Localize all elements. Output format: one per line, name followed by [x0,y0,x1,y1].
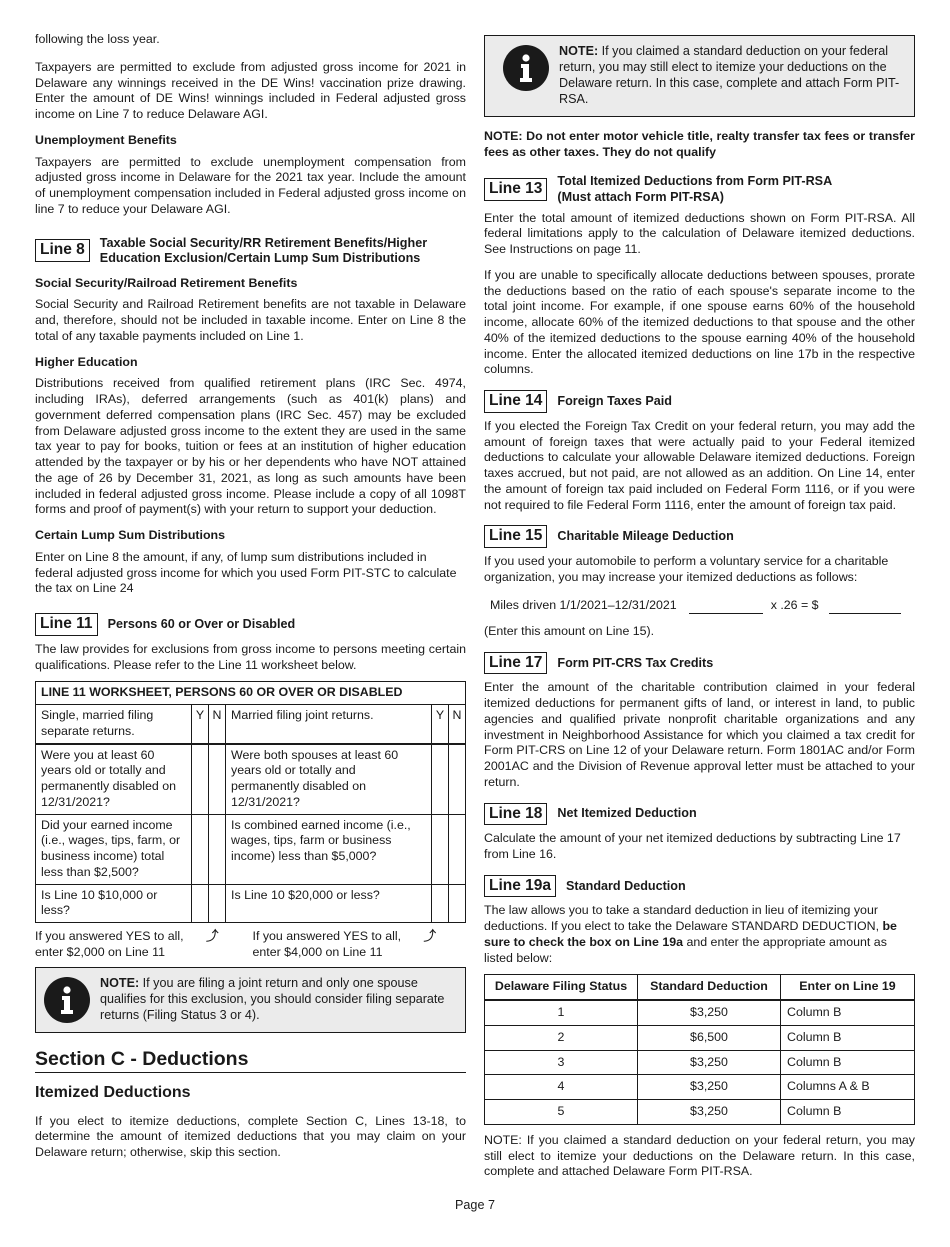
worksheet-question: Is Line 10 $10,000 or less? [36,884,192,923]
answer-cell [209,884,226,923]
line-title: Persons 60 or Over or Disabled [107,616,296,631]
subheading: Certain Lump Sum Distributions [35,528,225,543]
note-box [484,35,915,117]
info-icon [503,45,549,91]
line-label: Line 19a [484,875,556,898]
answer-text: If you answered YES to all, enter $4,000 on Line 11 [252,929,402,959]
deduction-amount: $3,250 [638,1075,781,1100]
line-title: Net Itemized Deduction [557,806,697,821]
worksheet-question: Did your earned income (i.e., wages, tips, farm, or business income) total less than $2,500? [36,814,192,884]
deduction-amount: $3,250 [638,1100,781,1125]
answer-single [35,929,249,961]
subheading: Unemployment Benefits [35,132,177,147]
answer-cell [449,884,466,923]
line-label: Line 17 [484,652,547,675]
paragraph: Social Security and Railroad Retirement benefits are not taxable in Delaware and, therefore, should not be included in taxable income. Enter on Line 8 the total of any taxable payments included on Line 1. [35,297,466,343]
table-row [485,1050,915,1075]
up-arrow-icon: ⤴ [423,929,436,944]
answer-cell [209,744,226,815]
worksheet-question: Is Line 10 $20,000 or less? [226,884,432,923]
note-label: NOTE: [559,44,599,58]
table-row [485,1075,915,1100]
worksheet-question: Is combined earned income (i.e., wages, tips, farm or business income) less than $5,000? [226,814,432,884]
answer-cell [432,814,449,884]
worksheet-header-joint: Married filing joint returns. [226,705,432,744]
paragraph: If you used your automobile to perform a voluntary service for a charitable organization, you may increase your itemized deductions as follows: [484,553,889,584]
no-header: N [449,705,466,744]
line-label: Line 14 [484,390,547,413]
paragraph: NOTE: If you claimed a standard deduction on your federal return, you may still elect to itemize your deductions on the Delaware return. In this case, complete and attached Delaware Form PIT-RSA. [484,1132,915,1179]
answer-joint [249,929,467,961]
line-15-heading [484,525,915,548]
line-19a-heading [484,875,915,898]
section-title: Section C - Deductions [35,1047,466,1074]
line-label: Line 8 [35,239,90,262]
paragraph: If you are unable to specifically allocate deductions between spouses, prorate the deductions based on the ratio of each spouse's separate income to the total joint income. For example, if one spouse earns 60% of the household income, allocate 60% of the itemized deductions to that spouse and the other 40% of the itemized deductions to the spouse earning 40% of the household income. Enter the allocated itemized deductions on line 17b in the respective columns. [484,267,915,377]
line-18-heading [484,803,915,826]
no-header: N [209,705,226,744]
bold-note: NOTE: Do not enter motor vehicle title, realty transfer tax fees or transfer fees as other taxes. They do not qualify [484,128,915,159]
worksheet-question: Were you at least 60 years old or totally and permanently disabled on 12/31/2021? [36,744,192,815]
answer-cell [192,744,209,815]
enter-column: Column B [781,1000,915,1025]
table-row [485,1100,915,1125]
enter-column: Columns A & B [781,1075,915,1100]
line-title: Total Itemized Deductions from Form PIT-RSA (Must attach Form PIT-RSA) [557,174,832,204]
table-row [485,1000,915,1025]
line-title: Standard Deduction [566,878,686,893]
deduction-amount: $3,250 [638,1000,781,1025]
emphasis: be sure to check the box on Line 19a [484,919,897,949]
paragraph [484,903,915,966]
miles-label: Miles driven 1/1/2021–12/31/2021 [490,598,677,613]
right-column [484,35,915,1188]
left-column [35,32,466,1169]
paragraph: Calculate the amount of your net itemized deductions by subtracting Line 17 from Line 16. [484,831,901,862]
note-box [35,967,466,1033]
line-label: Line 15 [484,525,547,548]
line-14-heading [484,390,915,413]
page-number: Page 7 [455,1198,495,1212]
paragraph: Enter the total amount of itemized deductions shown on Form PIT-RSA. All federal limitations apply to the calculation of Delaware itemized deductions. See Instructions on page 11. [484,210,915,257]
paragraph: If you elect to itemize deductions, complete Section C, Lines 13-18, to determine the amount of itemized deductions that you may claim on your Delaware return; otherwise, skip this section. [35,1113,466,1160]
text: The law allows you to take a standard deduction in lieu of itemizing your deductions. If you elect to take the Delaware STANDARD DEDUCTION, [484,903,883,934]
table-row [485,1025,915,1050]
yes-header: Y [432,705,449,744]
miles-input[interactable] [689,597,763,614]
line-title: Form PIT-CRS Tax Credits [557,655,714,670]
enter-column: Column B [781,1050,915,1075]
line-17-heading [484,652,915,675]
note-text [559,44,900,108]
worksheet-title: LINE 11 WORKSHEET, PERSONS 60 OR OVER OR DISABLED [36,682,466,705]
paragraph: Distributions received from qualified retirement plans (IRC Sec. 4974, including IRAs), deferred arrangements (such as 401(k) plans) and government deferred compensation plans (IRC Sec. 457) may be excluded from Delaware adjusted gross income to the extent they are used in the same tax year to pay for books, tuition or fees at an institution of higher education attended by the taxpayer or by his or her dependents who have NOT attained the age of 26 by December 31, 2021, as long as such amounts have been included in federal adjusted gross income. Please include a copy of all 1098T forms and proof of payment(s) with your return to support your deduction. [35,376,466,517]
itemized-heading: Itemized Deductions [35,1084,191,1102]
paragraph: The law provides for exclusions from gross income to persons meeting certain qualifications. Please refer to the Line 11 worksheet below. [35,641,466,672]
worksheet-header-single: Single, married filing separate returns. [36,705,192,744]
filing-status: 5 [485,1100,638,1125]
line-8-heading [35,236,466,266]
filing-status: 1 [485,1000,638,1025]
line-title: Charitable Mileage Deduction [557,528,734,543]
paragraph: following the loss year. [35,32,160,46]
column-header: Standard Deduction [638,975,781,1000]
paragraph: (Enter this amount on Line 15). [484,624,655,639]
deduction-amount-input[interactable] [829,597,901,614]
worksheet-question: Were both spouses at least 60 years old or totally and permanently disabled on 12/31/2021? [226,744,432,815]
enter-column: Column B [781,1025,915,1050]
mileage-calculation [490,597,915,614]
line-13-heading [484,174,915,204]
column-header: Enter on Line 19 [781,975,915,1000]
up-arrow-icon: ⤴ [206,929,219,944]
worksheet-answers [35,929,466,961]
answer-cell [432,884,449,923]
line-label: Line 13 [484,178,547,201]
note-body: If you are filing a joint return and only one spouse qualifies for this exclusion, you should consider filing separate returns (Filing Status 3 or 4). [100,975,445,1022]
note-label: NOTE: [100,975,140,990]
answer-text: If you answered YES to all, enter $2,000 on Line 11 [35,929,184,959]
subheading: Social Security/Railroad Retirement Benefits [35,275,298,290]
text: and enter the appropriate amount as listed below: [484,934,887,965]
answer-cell [209,814,226,884]
note-text [100,976,455,1024]
line-label: Line 11 [35,613,98,636]
deduction-amount: $6,500 [638,1025,781,1050]
deduction-amount: $3,250 [638,1050,781,1075]
line-11-heading [35,613,466,636]
standard-deduction-table [484,974,915,1125]
paragraph: Taxpayers are permitted to exclude unemployment compensation from adjusted gross income in Delaware for the 2021 tax year. Include the amount of unemployment compensation included in Federal adjusted gross income on line 7 to reduce your Delaware AGI. [35,154,466,216]
answer-cell [192,884,209,923]
paragraph: Enter the amount of the charitable contribution claimed in your federal itemized deductions for permanent gifts of land, or interest in land, to public agencies and qualified private nonprofit charitable organizations and any investment in Neighborhood Assistance for which you claimed a tax credit for Form PIT-CRS on Line 12 of your Delaware return. Form 1801AC and/or Form 2001AC and the Division of Revenue approval letter must be attached to your return. [484,680,915,789]
note-body: If you claimed a standard deduction on your federal return, you may still elect to itemize your deductions on the Delaware return. In this case, complete and attach Form PIT-RSA. [559,44,900,106]
line-label: Line 18 [484,803,547,826]
miles-calc-label: x .26 = $ [770,598,819,613]
filing-status: 3 [485,1050,638,1075]
paragraph: Enter on Line 8 the amount, if any, of lump sum distributions included in federal adjusted gross income for which you used Form PIT-STC to calculate the tax on Line 24 [35,549,457,596]
filing-status: 4 [485,1075,638,1100]
answer-cell [192,814,209,884]
paragraph: If you elected the Foreign Tax Credit on your federal return, you may add the amount of foreign taxes that were actually paid to your Federal itemized deductions to calculate your allowable Delaware itemized deductions. Foreign taxes accrued, but not paid, are not allowed as an addition. On Line 14, enter the amount of foreign tax paid included on Federal Form 1116, or if you were not required to file Federal Form 1116, enter the amount of foreign tax paid. [484,418,915,512]
column-header: Delaware Filing Status [485,975,638,1000]
filing-status: 2 [485,1025,638,1050]
answer-cell [449,814,466,884]
answer-cell [432,744,449,815]
answer-cell [449,744,466,815]
line-title: Taxable Social Security/RR Retirement Benefits/Higher Education Exclusion/Certain Lump Sum Distributions [99,235,428,265]
paragraph: Taxpayers are permitted to exclude from adjusted gross income for 2021 in Delaware any winnings received in the DE Wins! vaccination prize drawing. Enter the amount of DE Wins! winnings included in Federal adjusted gross income on Line 7 to reduce Delaware AGI. [35,59,466,121]
line-11-worksheet [35,681,466,923]
enter-column: Column B [781,1100,915,1125]
info-icon [44,977,90,1023]
subheading: Higher Education [35,354,138,369]
line-title: Foreign Taxes Paid [557,393,672,408]
yes-header: Y [192,705,209,744]
